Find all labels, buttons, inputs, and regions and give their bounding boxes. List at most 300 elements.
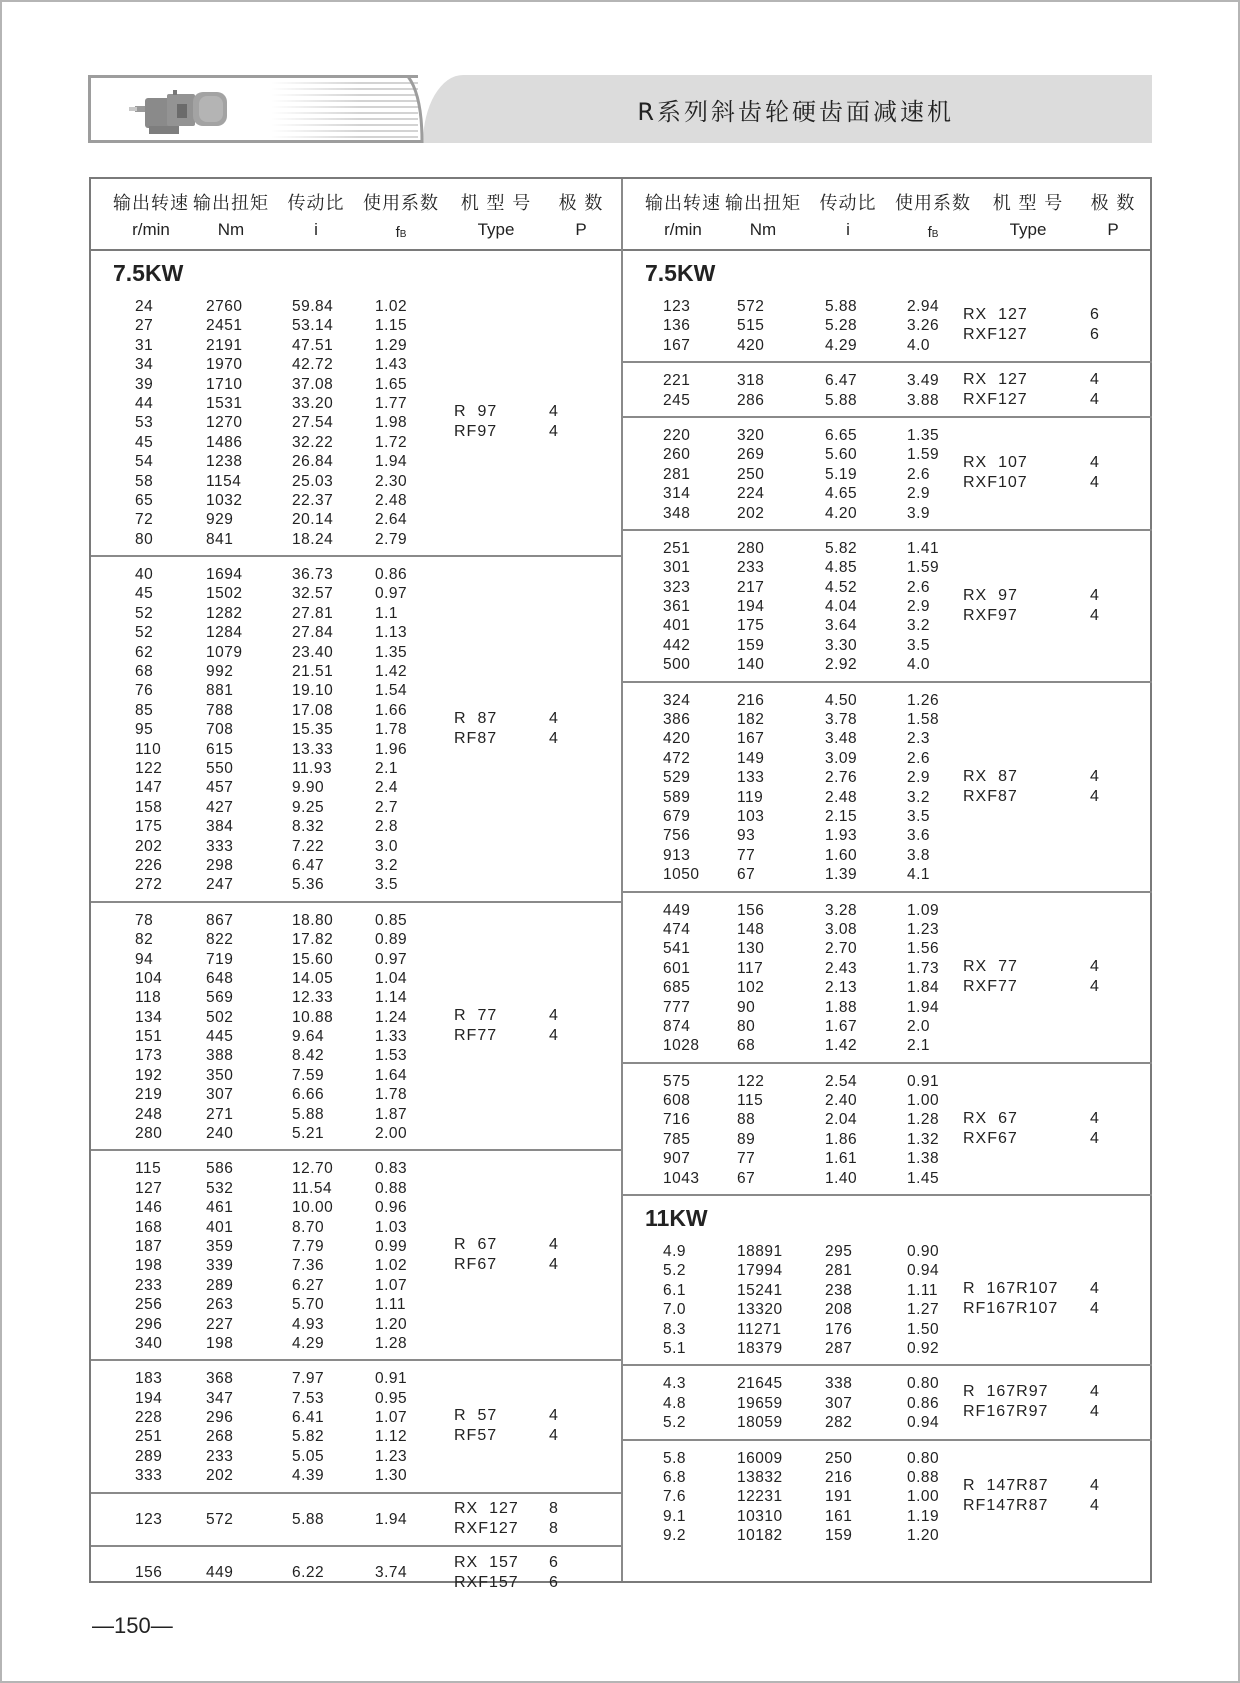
speed-cell: 913 — [663, 846, 691, 864]
ratio-cell: 3.48 — [825, 730, 858, 748]
model-group — [623, 418, 1152, 531]
service-factor-cell: 2.9 — [907, 485, 931, 503]
service-factor-cell: 1.94 — [907, 998, 940, 1016]
table-row — [623, 1242, 1152, 1261]
ratio-cell: 14.05 — [292, 969, 334, 987]
torque-cell: 149 — [737, 749, 765, 767]
ratio-cell: 282 — [825, 1414, 853, 1432]
model-type-line — [454, 1553, 569, 1573]
torque-cell: 822 — [206, 931, 234, 949]
banner-title-band — [423, 75, 1152, 143]
ratio-cell: 47.51 — [292, 336, 334, 354]
speed-cell: 228 — [135, 1409, 163, 1427]
speed-cell: 95 — [135, 721, 154, 739]
torque-cell: 449 — [206, 1564, 234, 1582]
table-row — [91, 623, 621, 642]
service-factor-cell: 1.53 — [375, 1047, 408, 1065]
ratio-cell: 176 — [825, 1320, 853, 1338]
column-header-cn: 使用系数 — [895, 193, 971, 214]
table-row — [623, 920, 1152, 939]
torque-cell: 420 — [737, 336, 765, 354]
pole-count: 4 — [1090, 1109, 1100, 1127]
service-factor-cell: 1.54 — [375, 682, 408, 700]
model-group — [623, 683, 1152, 893]
table-row — [91, 1066, 621, 1085]
model-type-line — [963, 305, 1110, 325]
pole-count: 8 — [549, 1500, 559, 1518]
table-row — [623, 998, 1152, 1017]
speed-cell: 146 — [135, 1199, 163, 1217]
model-type-name: R 167R97 — [963, 1383, 1049, 1401]
torque-cell: 586 — [206, 1160, 234, 1178]
model-type-name: RXF107 — [963, 474, 1028, 492]
torque-cell: 216 — [737, 691, 765, 709]
ratio-cell: 1.93 — [825, 827, 858, 845]
service-factor-cell: 3.5 — [907, 636, 931, 654]
service-factor-cell: 1.73 — [907, 959, 940, 977]
speed-cell: 386 — [663, 711, 691, 729]
service-factor-cell: 3.2 — [907, 617, 931, 635]
ratio-cell: 5.82 — [292, 1428, 325, 1446]
torque-cell: 368 — [206, 1370, 234, 1388]
table-row — [91, 911, 621, 930]
model-type-block — [963, 1382, 1110, 1422]
table-row — [91, 1315, 621, 1334]
speed-cell: 324 — [663, 691, 691, 709]
ratio-cell: 295 — [825, 1243, 853, 1261]
pole-count: 4 — [549, 1407, 559, 1425]
speed-cell: 685 — [663, 979, 691, 997]
ratio-cell: 23.40 — [292, 643, 334, 661]
left-panel — [91, 179, 621, 1591]
column-header-cn: 机 型 号 — [992, 193, 1064, 214]
service-factor-cell: 2.64 — [375, 511, 408, 529]
ratio-cell: 2.92 — [825, 656, 858, 674]
service-factor-cell: 1.98 — [375, 414, 408, 432]
speed-cell: 194 — [135, 1389, 163, 1407]
pole-count: 4 — [549, 1427, 559, 1445]
speed-cell: 219 — [135, 1086, 163, 1104]
pole-count: 6 — [1090, 306, 1100, 324]
ratio-cell: 6.47 — [292, 856, 325, 874]
ratio-cell: 5.88 — [825, 391, 858, 409]
service-factor-cell: 0.96 — [375, 1199, 408, 1217]
speed-cell: 601 — [663, 959, 691, 977]
ratio-cell: 26.84 — [292, 453, 334, 471]
pole-count: 4 — [549, 423, 559, 441]
torque-cell: 1032 — [206, 491, 243, 509]
speed-cell: 281 — [663, 465, 691, 483]
service-factor-cell: 1.30 — [375, 1467, 408, 1485]
ratio-cell: 17.82 — [292, 931, 334, 949]
ratio-cell: 4.65 — [825, 485, 858, 503]
torque-cell: 457 — [206, 779, 234, 797]
model-type-line — [454, 1499, 569, 1519]
speed-cell: 449 — [663, 901, 691, 919]
speed-cell: 333 — [135, 1467, 163, 1485]
torque-cell: 1238 — [206, 453, 243, 471]
table-row — [91, 1124, 621, 1143]
torque-cell: 12231 — [737, 1488, 783, 1506]
torque-cell: 247 — [206, 876, 234, 894]
service-factor-cell: 0.80 — [907, 1449, 940, 1467]
ratio-cell: 3.09 — [825, 749, 858, 767]
pole-count: 4 — [1090, 767, 1100, 785]
service-factor-cell: 0.89 — [375, 931, 408, 949]
speed-cell: 442 — [663, 636, 691, 654]
torque-cell: 502 — [206, 1008, 234, 1026]
speed-cell: 679 — [663, 807, 691, 825]
speed-cell: 40 — [135, 566, 154, 584]
model-type-line — [963, 1279, 1110, 1299]
model-type-line — [963, 1402, 1110, 1422]
ratio-cell: 12.70 — [292, 1160, 334, 1178]
torque-cell: 881 — [206, 682, 234, 700]
model-type-block — [454, 709, 569, 749]
torque-cell: 286 — [737, 391, 765, 409]
pole-count: 4 — [1090, 1477, 1100, 1494]
table-row — [91, 1447, 621, 1466]
torque-cell: 17994 — [737, 1262, 783, 1280]
service-factor-cell: 1.58 — [907, 711, 940, 729]
service-factor-cell: 0.88 — [907, 1468, 940, 1486]
model-type-name: RF97 — [454, 423, 498, 441]
ratio-cell: 1.86 — [825, 1130, 858, 1148]
service-factor-cell: 2.94 — [907, 298, 940, 315]
service-factor-cell: 2.3 — [907, 730, 931, 748]
ratio-cell: 36.73 — [292, 566, 334, 584]
speed-cell: 245 — [663, 391, 691, 409]
ratio-cell: 9.64 — [292, 1028, 325, 1046]
ratio-cell: 250 — [825, 1449, 853, 1467]
table-row — [91, 1046, 621, 1065]
ratio-cell: 1.88 — [825, 998, 858, 1016]
speed-cell: 31 — [135, 336, 154, 354]
pole-count: 4 — [549, 403, 559, 421]
model-type-block — [454, 1499, 569, 1539]
model-type-name: RF87 — [454, 729, 498, 747]
table-row — [623, 1072, 1152, 1091]
speed-cell: 147 — [135, 779, 163, 797]
torque-cell: 93 — [737, 827, 756, 845]
table-row — [91, 1179, 621, 1198]
torque-cell: 21645 — [737, 1375, 783, 1393]
model-type-name: RXF97 — [963, 606, 1018, 624]
model-type-name: RF167R107 — [963, 1300, 1059, 1318]
speed-cell: 45 — [135, 585, 154, 603]
service-factor-cell: 0.86 — [907, 1394, 940, 1412]
speed-cell: 272 — [135, 876, 163, 894]
ratio-cell: 191 — [825, 1488, 853, 1506]
ratio-cell: 10.00 — [292, 1199, 334, 1217]
service-factor-cell: 0.88 — [375, 1179, 408, 1197]
ratio-cell: 281 — [825, 1262, 853, 1280]
ratio-cell: 11.54 — [292, 1179, 333, 1197]
torque-cell: 269 — [737, 446, 765, 464]
service-factor-cell: 1.03 — [375, 1218, 408, 1236]
service-factor-cell: 1.59 — [907, 446, 940, 464]
group-body — [623, 1234, 1152, 1364]
service-factor-cell: 2.6 — [907, 578, 931, 596]
table-row — [91, 316, 621, 335]
torque-cell: 615 — [206, 740, 234, 758]
speed-cell: 874 — [663, 1017, 691, 1035]
table-row — [623, 539, 1152, 558]
torque-cell: 1710 — [206, 375, 243, 393]
service-factor-cell: 1.94 — [375, 453, 408, 471]
table-row — [91, 1334, 621, 1353]
ratio-cell: 6.65 — [825, 426, 858, 444]
speed-cell: 756 — [663, 827, 691, 845]
speed-cell: 608 — [663, 1092, 691, 1110]
model-group — [91, 251, 621, 557]
speed-cell: 78 — [135, 911, 154, 929]
torque-cell: 572 — [737, 298, 765, 315]
speed-cell: 68 — [135, 663, 154, 681]
service-factor-cell: 1.35 — [375, 643, 408, 661]
torque-cell: 572 — [206, 1510, 234, 1528]
service-factor-cell: 1.41 — [907, 539, 940, 557]
ratio-cell: 5.82 — [825, 539, 858, 557]
group-body — [91, 1494, 621, 1545]
ratio-cell: 9.25 — [292, 798, 325, 816]
torque-cell: 263 — [206, 1296, 234, 1314]
pole-count: 4 — [1090, 1129, 1100, 1147]
torque-cell: 182 — [737, 711, 765, 729]
speed-cell: 167 — [663, 336, 691, 354]
speed-cell: 1050 — [663, 866, 700, 884]
speed-cell: 62 — [135, 643, 154, 661]
speed-cell: 53 — [135, 414, 154, 432]
column-header-cn: 传动比 — [819, 193, 877, 214]
speed-cell: 6.1 — [663, 1281, 687, 1299]
table-row — [623, 1017, 1152, 1036]
speed-cell: 9.2 — [663, 1527, 687, 1545]
service-factor-cell: 1.96 — [375, 740, 408, 758]
ratio-cell: 27.84 — [292, 624, 334, 642]
model-type-block — [454, 1406, 569, 1446]
model-type-line — [963, 977, 1110, 997]
speed-cell: 110 — [135, 740, 162, 758]
model-type-block — [963, 453, 1110, 493]
table-row — [623, 1339, 1152, 1358]
speed-cell: 187 — [135, 1237, 163, 1255]
torque-cell: 13320 — [737, 1301, 783, 1319]
speed-cell: 5.2 — [663, 1262, 687, 1280]
torque-cell: 339 — [206, 1257, 234, 1275]
torque-cell: 15241 — [737, 1281, 783, 1299]
pole-count: 4 — [549, 1007, 559, 1025]
torque-cell: 16009 — [737, 1449, 783, 1467]
table-row — [623, 1526, 1152, 1545]
table-row — [91, 604, 621, 623]
service-factor-cell: 1.23 — [375, 1447, 408, 1465]
torque-cell: 1079 — [206, 643, 243, 661]
torque-cell: 103 — [737, 807, 765, 825]
ratio-cell: 238 — [825, 1281, 853, 1299]
group-body — [91, 1361, 621, 1491]
service-factor-cell: 1.77 — [375, 394, 408, 412]
ratio-cell: 1.61 — [825, 1150, 858, 1168]
torque-cell: 68 — [737, 1037, 756, 1055]
model-type-name: R 147R87 — [963, 1477, 1049, 1494]
ratio-cell: 25.03 — [292, 472, 334, 490]
speed-cell: 52 — [135, 624, 154, 642]
speed-cell: 58 — [135, 472, 154, 490]
ratio-cell: 6.27 — [292, 1276, 325, 1294]
table-row — [91, 1276, 621, 1295]
ratio-cell: 159 — [825, 1527, 853, 1545]
speed-cell: 361 — [663, 598, 691, 616]
speed-cell: 80 — [135, 530, 154, 548]
speed-cell: 256 — [135, 1296, 163, 1314]
torque-cell: 159 — [737, 636, 765, 654]
torque-cell: 202 — [737, 504, 765, 522]
ratio-cell: 32.22 — [292, 433, 334, 451]
service-factor-cell: 0.86 — [375, 566, 408, 584]
ratio-cell: 1.60 — [825, 846, 858, 864]
speed-cell: 8.3 — [663, 1320, 687, 1338]
ratio-cell: 5.60 — [825, 446, 858, 464]
model-type-line — [963, 1129, 1110, 1149]
speed-cell: 156 — [135, 1564, 163, 1582]
table-row — [91, 297, 621, 316]
service-factor-cell: 2.00 — [375, 1125, 408, 1143]
model-group — [91, 1494, 621, 1547]
table-row — [623, 558, 1152, 577]
torque-cell: 388 — [206, 1047, 234, 1065]
service-factor-cell: 2.1 — [375, 759, 399, 777]
pole-count: 4 — [1090, 606, 1100, 624]
model-group — [91, 1361, 621, 1493]
pole-count: 4 — [1090, 787, 1100, 805]
group-body — [623, 1366, 1152, 1438]
table-row — [91, 1159, 621, 1178]
service-factor-cell: 4.0 — [907, 656, 931, 674]
torque-cell: 224 — [737, 485, 765, 503]
left-groups — [91, 251, 621, 1598]
service-factor-cell: 2.30 — [375, 472, 408, 490]
torque-cell: 708 — [206, 721, 234, 739]
torque-cell: 67 — [737, 1169, 756, 1187]
speed-cell: 175 — [135, 818, 163, 836]
torque-cell: 1486 — [206, 433, 243, 451]
service-factor-cell: 2.9 — [907, 769, 931, 787]
group-body — [623, 531, 1152, 681]
model-group — [623, 251, 1152, 363]
service-factor-cell: 3.9 — [907, 504, 931, 522]
speed-cell: 4.3 — [663, 1375, 687, 1393]
model-group — [623, 363, 1152, 418]
model-group — [91, 1151, 621, 1361]
torque-cell: 233 — [737, 559, 765, 577]
ratio-cell: 3.64 — [825, 617, 858, 635]
speed-cell: 1028 — [663, 1037, 700, 1055]
column-header-cn: 极 数 — [558, 193, 604, 214]
group-body — [623, 363, 1152, 416]
column-header-en: P — [575, 220, 587, 239]
ratio-cell: 33.20 — [292, 394, 334, 412]
table-row — [91, 584, 621, 603]
table-row — [91, 875, 621, 894]
table-row — [623, 426, 1152, 445]
torque-cell: 320 — [737, 426, 765, 444]
torque-cell: 929 — [206, 511, 234, 529]
model-type-name: RF67 — [454, 1256, 498, 1274]
service-factor-cell: 2.7 — [375, 798, 399, 816]
table-row — [623, 729, 1152, 748]
speed-cell: 192 — [135, 1066, 163, 1084]
table-row — [91, 336, 621, 355]
pole-count: 4 — [1090, 978, 1100, 996]
ratio-cell: 5.19 — [825, 465, 858, 483]
service-factor-cell: 4.1 — [907, 866, 931, 884]
speed-cell: 301 — [663, 559, 691, 577]
ratio-cell: 42.72 — [292, 356, 334, 374]
ratio-cell: 37.08 — [292, 375, 334, 393]
service-factor-cell: 1.72 — [375, 433, 408, 451]
pole-count: 4 — [549, 1256, 559, 1274]
ratio-cell: 9.90 — [292, 779, 325, 797]
service-factor-cell: 2.9 — [907, 598, 931, 616]
service-factor-cell: 1.42 — [375, 663, 408, 681]
torque-cell: 18891 — [737, 1243, 783, 1261]
speed-cell: 529 — [663, 769, 691, 787]
model-type-line — [454, 1573, 569, 1593]
service-factor-cell: 2.1 — [907, 1037, 931, 1055]
table-row — [91, 988, 621, 1007]
gear-reducer-image — [121, 84, 241, 140]
model-type-line — [963, 473, 1110, 493]
ratio-cell: 1.67 — [825, 1017, 858, 1035]
speed-cell: 289 — [135, 1447, 163, 1465]
speed-cell: 44 — [135, 394, 154, 412]
speed-cell: 785 — [663, 1130, 691, 1148]
pole-count: 4 — [1090, 454, 1100, 472]
model-type-name: RX 77 — [963, 958, 1018, 976]
service-factor-cell: 1.78 — [375, 1086, 408, 1104]
speed-cell: 27 — [135, 317, 154, 335]
model-type-name: RXF127 — [963, 326, 1028, 344]
service-factor-cell: 0.80 — [907, 1375, 940, 1393]
torque-cell: 333 — [206, 837, 234, 855]
torque-cell: 115 — [737, 1092, 764, 1110]
table-row — [623, 710, 1152, 729]
service-factor-cell: 1.50 — [907, 1320, 940, 1338]
speed-cell: 183 — [135, 1370, 163, 1388]
speed-cell: 39 — [135, 375, 154, 393]
ratio-cell: 3.78 — [825, 711, 858, 729]
speed-cell: 24 — [135, 298, 154, 315]
service-factor-cell: 0.99 — [375, 1237, 408, 1255]
model-type-name: RX 87 — [963, 767, 1018, 785]
service-factor-cell: 1.24 — [375, 1008, 408, 1026]
torque-cell: 13832 — [737, 1468, 783, 1486]
model-group — [623, 1441, 1152, 1552]
model-group — [623, 893, 1152, 1064]
torque-cell: 1282 — [206, 604, 243, 622]
ratio-cell: 3.30 — [825, 636, 858, 654]
model-type-name: R 57 — [454, 1407, 498, 1425]
model-type-name: RXF67 — [963, 1129, 1018, 1147]
torque-cell: 1270 — [206, 414, 243, 432]
table-row — [623, 691, 1152, 710]
service-factor-cell: 0.83 — [375, 1160, 408, 1178]
speed-cell: 500 — [663, 656, 691, 674]
ratio-cell: 8.70 — [292, 1218, 325, 1236]
model-group — [91, 903, 621, 1152]
speed-cell: 7.6 — [663, 1488, 687, 1506]
